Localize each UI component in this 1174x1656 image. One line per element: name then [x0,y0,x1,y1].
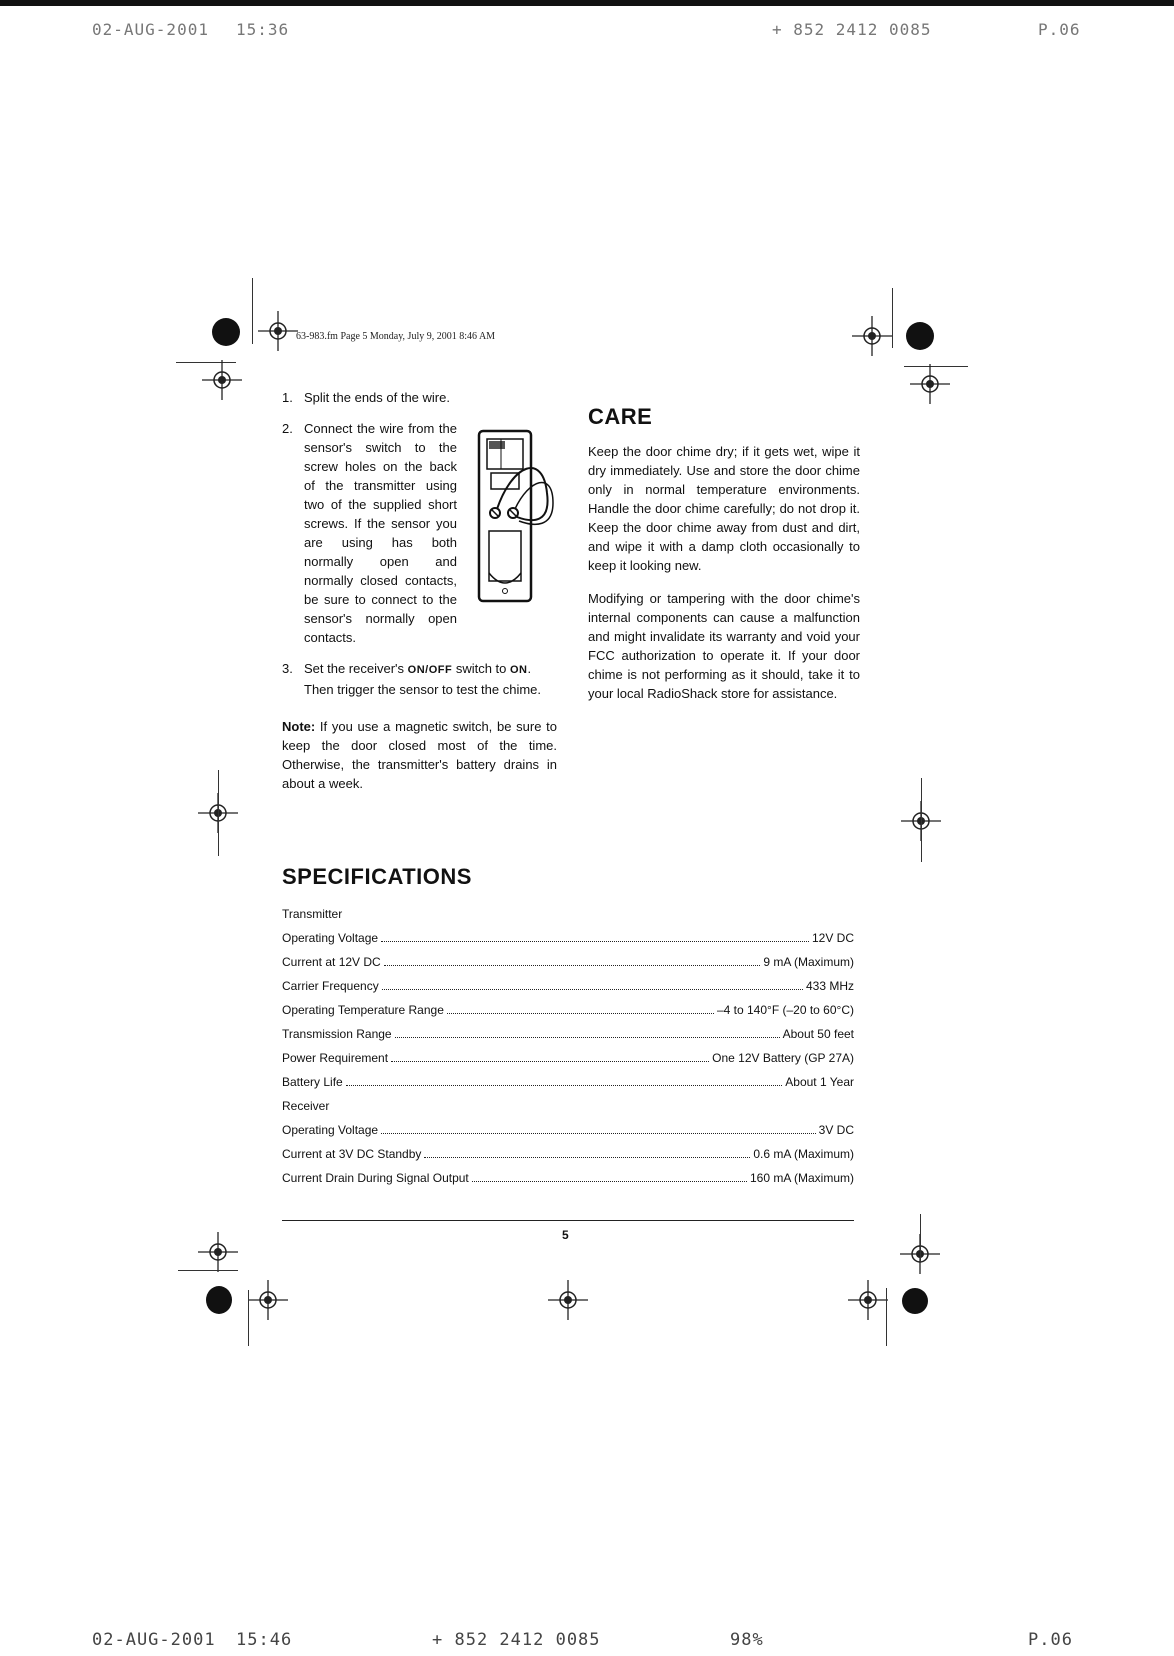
spec-label: Power Requirement [282,1051,389,1065]
spec-label: Operating Voltage [282,1123,379,1137]
crop-line [248,1290,249,1346]
fax-footer-page: P.06 [1028,1630,1073,1650]
fax-top-bar [0,0,1174,6]
leader-dots [424,1157,750,1158]
step-text: Connect the wire from the sensor's switch to the screw holes on the back of the transmitter using two of the supplied short screws. If the sensor you are using has both normally open and normally closed contacts, be sure to connect to the sensor's normally open contacts. [304,421,457,645]
fax-header-page: P.06 [1038,20,1081,39]
registration-mark-icon [256,309,300,353]
leader-dots [381,1133,816,1134]
step-1 [282,388,557,407]
spec-value: 12V DC [811,931,854,945]
spec-row [282,1142,854,1166]
registration-mark-icon [908,362,952,406]
note-text: If you use a magnetic switch, be sure to keep the door closed most of the time. Otherwise, the transmitter's battery drains in about a week. [282,719,557,791]
spec-value: 3V DC [818,1123,854,1137]
fax-footer-percent: 98% [730,1630,764,1650]
care-heading: CARE [588,404,653,429]
fax-footer-date: 02-AUG-2001 [92,1630,216,1650]
spec-row [282,950,854,974]
step-2 [282,419,557,647]
crop-line [892,288,893,348]
leader-dots [346,1085,783,1086]
step-number: 1. [282,390,293,405]
registration-mark-icon [846,1278,890,1322]
step-number: 3. [282,661,293,676]
spec-value: 433 MHz [805,979,854,993]
leader-dots [391,1061,709,1062]
spec-row [282,998,854,1022]
fax-header-time: 15:36 [236,20,290,39]
spec-label: Operating Voltage [282,931,379,945]
spec-row [282,974,854,998]
leader-dots [381,941,809,942]
note-label: Note: [282,719,316,734]
print-blot-icon [906,322,934,350]
crop-line [252,278,253,344]
spec-value: 9 mA (Maximum) [763,955,854,969]
spec-label: Transmission Range [282,1027,392,1041]
leader-dots [472,1181,747,1182]
step-text: switch to [452,661,510,676]
registration-mark-icon [546,1278,590,1322]
leader-dots [382,989,803,990]
crop-line [886,1288,887,1346]
print-blot-icon [212,318,240,346]
spec-label: Battery Life [282,1075,343,1089]
registration-mark-icon [196,1230,240,1274]
footer-rule [282,1220,854,1221]
leader-dots [447,1013,714,1014]
spec-value: 160 mA (Maximum) [749,1171,854,1185]
fax-header-date: 02-AUG-2001 [92,20,209,39]
spec-label: Current at 3V DC Standby [282,1147,422,1161]
registration-mark-icon [850,314,894,358]
spec-value: About 1 Year [785,1075,854,1089]
fax-header-phone: + 852 2412 0085 [772,20,932,39]
transmitter-illustration [473,423,557,608]
spec-label: Carrier Frequency [282,979,379,993]
leader-dots [384,965,761,966]
fax-footer-phone: + 852 2412 0085 [432,1630,601,1650]
specifications-list [282,902,854,1190]
spec-value: About 50 feet [782,1027,854,1041]
crop-line [218,770,219,856]
note [282,717,557,793]
step-text: . Then trigger the sensor to test the chime. [304,661,542,697]
specifications-heading: SPECIFICATIONS [282,864,472,889]
right-column [588,389,860,717]
spec-row [282,1166,854,1190]
spec-value: One 12V Battery (GP 27A) [712,1051,854,1065]
switch-label: ON/OFF [407,664,453,676]
crop-line [921,778,922,862]
spec-label: Operating Temperature Range [282,1003,444,1017]
spec-value: –4 to 140°F (–20 to 60°C) [716,1003,854,1017]
spec-value: 0.6 mA (Maximum) [753,1147,854,1161]
spec-row [282,1118,854,1142]
care-paragraph-2: Modifying or tampering with the door chime's internal components can cause a malfunction and might invalidate its warranty and void your FCC authorization to operate it. If your door chime is not performing as it should, take it to your local RadioShack store for assistance. [588,591,860,701]
on-label: ON [510,664,528,676]
print-blot-icon [902,1288,928,1314]
file-slug: 63-983.fm Page 5 Monday, July 9, 2001 8:46 AM [296,331,496,342]
page-number: 5 [562,1228,569,1242]
step-text: Set the receiver's [304,661,408,676]
step-3 [282,659,557,699]
leader-dots [395,1037,780,1038]
spec-row [282,926,854,950]
spec-row [282,1022,854,1046]
fax-footer-time: 15:46 [236,1630,293,1650]
crop-line [920,1214,921,1262]
receiver-group-label: Receiver [282,1099,330,1113]
spec-label: Current at 12V DC [282,955,381,969]
registration-mark-icon [200,358,244,402]
step-number: 2. [282,421,293,436]
care-paragraph-1: Keep the door chime dry; if it gets wet, wipe it dry immediately. Use and store the door chime only in normal temperature environments. Handle the door chime carefully; do not drop it. Keep the door chime away from dust and dirt, and wipe it with a damp cloth occasionally to keep it looking new. [588,444,860,573]
spec-row [282,1070,854,1094]
crop-line [178,1270,238,1271]
print-blot-icon [206,1286,232,1314]
transmitter-group-label: Transmitter [282,907,343,921]
left-column [282,388,557,793]
spec-row [282,1046,854,1070]
step-text: Split the ends of the wire. [304,390,450,405]
registration-mark-icon [246,1278,290,1322]
step-body [304,659,557,699]
step-body [304,419,557,647]
spec-label: Current Drain During Signal Output [282,1171,469,1185]
